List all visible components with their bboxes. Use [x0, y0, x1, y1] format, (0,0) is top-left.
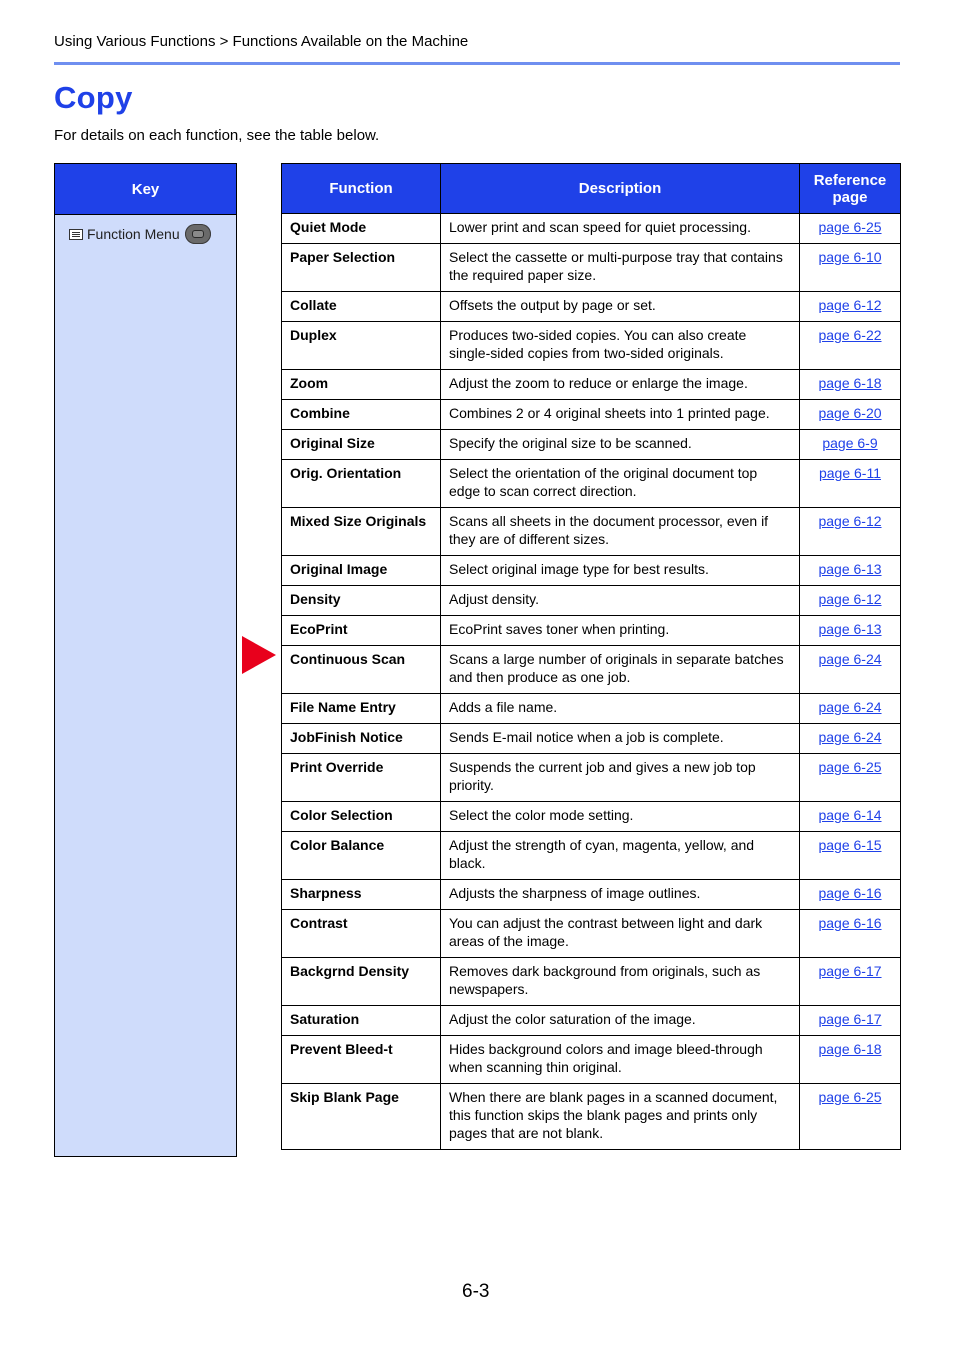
reference-cell	[800, 508, 901, 556]
reference-page-link[interactable]: page 6-25	[818, 1089, 882, 1105]
reference-cell	[800, 724, 901, 754]
reference-page-link[interactable]: page 6-16	[818, 915, 882, 931]
key-column-header: Key	[55, 164, 236, 215]
function-name: Color Selection	[282, 802, 441, 832]
function-name: Color Balance	[282, 832, 441, 880]
function-name: Duplex	[282, 322, 441, 370]
function-description: Produces two-sided copies. You can also create single-sided copies from two-sided originals.	[441, 322, 800, 370]
reference-cell	[800, 1084, 901, 1150]
function-description: Select the orientation of the original document top edge to scan correct direction.	[441, 460, 800, 508]
function-description: Combines 2 or 4 original sheets into 1 printed page.	[441, 400, 800, 430]
function-description: Scans a large number of originals in separate batches and then produce as one job.	[441, 646, 800, 694]
reference-page-link[interactable]: page 6-12	[818, 591, 882, 607]
reference-cell	[800, 1006, 901, 1036]
reference-cell	[800, 832, 901, 880]
function-name: Mixed Size Originals	[282, 508, 441, 556]
function-description: Lower print and scan speed for quiet processing.	[441, 214, 800, 244]
page-number: 6-3	[462, 1281, 490, 1302]
function-description: Adjusts the sharpness of image outlines.	[441, 880, 800, 910]
reference-page-link[interactable]: page 6-24	[818, 699, 882, 715]
function-description: Adds a file name.	[441, 694, 800, 724]
reference-cell	[800, 646, 901, 694]
function-name: Paper Selection	[282, 244, 441, 292]
function-name: Backgrnd Density	[282, 958, 441, 1006]
function-description: Removes dark background from originals, such as newspapers.	[441, 958, 800, 1006]
function-name: EcoPrint	[282, 616, 441, 646]
reference-page-link[interactable]: page 6-12	[818, 513, 882, 529]
function-name: Continuous Scan	[282, 646, 441, 694]
reference-page-link[interactable]: page 6-20	[818, 405, 882, 421]
table-row	[282, 586, 901, 616]
reference-cell	[800, 244, 901, 292]
table-row	[282, 508, 901, 556]
reference-page-link[interactable]: page 6-24	[818, 651, 882, 667]
table-row	[282, 1084, 901, 1150]
table-row	[282, 646, 901, 694]
function-description: Sends E-mail notice when a job is complete.	[441, 724, 800, 754]
reference-cell	[800, 430, 901, 460]
reference-cell	[800, 322, 901, 370]
reference-page-link[interactable]: page 6-18	[818, 375, 882, 391]
reference-cell	[800, 616, 901, 646]
table-header-row	[282, 164, 901, 214]
table-row	[282, 400, 901, 430]
table-row	[282, 214, 901, 244]
table-row	[282, 1036, 901, 1084]
reference-page-link[interactable]: page 6-10	[818, 249, 882, 265]
table-row	[282, 832, 901, 880]
function-name: Prevent Bleed-t	[282, 1036, 441, 1084]
reference-cell	[800, 292, 901, 322]
reference-cell	[800, 556, 901, 586]
column-header-function: Function	[282, 164, 441, 214]
table-row	[282, 910, 901, 958]
key-column	[54, 163, 237, 1157]
reference-page-link[interactable]: page 6-25	[818, 219, 882, 235]
function-description: Adjust the color saturation of the image.	[441, 1006, 800, 1036]
reference-cell	[800, 370, 901, 400]
pointer-arrow-icon	[242, 636, 276, 674]
table-row	[282, 244, 901, 292]
table-row	[282, 460, 901, 508]
function-name: Zoom	[282, 370, 441, 400]
reference-page-link[interactable]: page 6-25	[818, 759, 882, 775]
table-row	[282, 754, 901, 802]
function-description: EcoPrint saves toner when printing.	[441, 616, 800, 646]
function-name: File Name Entry	[282, 694, 441, 724]
table-row	[282, 370, 901, 400]
reference-cell	[800, 694, 901, 724]
table-row	[282, 694, 901, 724]
table-row	[282, 802, 901, 832]
reference-page-link[interactable]: page 6-24	[818, 729, 882, 745]
function-description: Suspends the current job and gives a new job top priority.	[441, 754, 800, 802]
function-description: When there are blank pages in a scanned document, this function skips the blank pages and prints only pages that are not blank.	[441, 1084, 800, 1150]
table-row	[282, 724, 901, 754]
function-name: Density	[282, 586, 441, 616]
function-name: Orig. Orientation	[282, 460, 441, 508]
function-table-body	[282, 214, 901, 1150]
function-description: Adjust the strength of cyan, magenta, yellow, and black.	[441, 832, 800, 880]
reference-page-link[interactable]: page 6-13	[818, 621, 882, 637]
reference-cell	[800, 880, 901, 910]
function-table	[281, 163, 901, 1150]
reference-page-link[interactable]: page 6-13	[818, 561, 882, 577]
function-description: You can adjust the contrast between light and dark areas of the image.	[441, 910, 800, 958]
reference-cell	[800, 754, 901, 802]
table-row	[282, 958, 901, 1006]
key-function-menu	[69, 224, 211, 244]
table-row	[282, 292, 901, 322]
column-header-description: Description	[441, 164, 800, 214]
reference-page-link[interactable]: page 6-11	[818, 465, 881, 481]
reference-cell	[800, 214, 901, 244]
page-title: Copy	[54, 80, 133, 115]
function-name: Original Image	[282, 556, 441, 586]
table-row	[282, 556, 901, 586]
reference-page-link[interactable]: page 6-18	[818, 1041, 882, 1057]
reference-page-link[interactable]: page 6-9	[822, 435, 878, 451]
reference-page-link[interactable]: page 6-22	[818, 327, 882, 343]
function-name: Sharpness	[282, 880, 441, 910]
function-description: Specify the original size to be scanned.	[441, 430, 800, 460]
function-description: Adjust the zoom to reduce or enlarge the image.	[441, 370, 800, 400]
reference-cell	[800, 910, 901, 958]
function-description: Adjust density.	[441, 586, 800, 616]
function-name: Collate	[282, 292, 441, 322]
function-description: Scans all sheets in the document processor, even if they are of different sizes.	[441, 508, 800, 556]
function-description: Offsets the output by page or set.	[441, 292, 800, 322]
breadcrumb: Using Various Functions > Functions Available on the Machine	[54, 33, 469, 50]
reference-cell	[800, 802, 901, 832]
function-name: Skip Blank Page	[282, 1084, 441, 1150]
reference-cell	[800, 586, 901, 616]
reference-page-link[interactable]: page 6-14	[818, 807, 882, 823]
intro-text: For details on each function, see the table below.	[54, 127, 380, 144]
function-description: Select the cassette or multi-purpose tray that contains the required paper size.	[441, 244, 800, 292]
function-name: JobFinish Notice	[282, 724, 441, 754]
key-function-menu-label: Function Menu	[87, 226, 180, 242]
function-name: Print Override	[282, 754, 441, 802]
column-header-reference: Reference page	[800, 164, 901, 214]
table-row	[282, 616, 901, 646]
reference-cell	[800, 400, 901, 430]
function-name: Contrast	[282, 910, 441, 958]
function-description: Select original image type for best results.	[441, 556, 800, 586]
reference-page-link[interactable]: page 6-17	[818, 963, 882, 979]
function-menu-key-icon	[185, 224, 211, 244]
header-rule	[54, 62, 900, 65]
reference-page-link[interactable]: page 6-17	[818, 1011, 882, 1027]
reference-page-link[interactable]: page 6-12	[818, 297, 882, 313]
function-name: Quiet Mode	[282, 214, 441, 244]
table-row	[282, 880, 901, 910]
function-name: Original Size	[282, 430, 441, 460]
function-description: Select the color mode setting.	[441, 802, 800, 832]
table-row	[282, 1006, 901, 1036]
function-name: Combine	[282, 400, 441, 430]
table-row	[282, 430, 901, 460]
reference-cell	[800, 460, 901, 508]
list-icon	[69, 229, 83, 240]
function-description: Hides background colors and image bleed-through when scanning thin original.	[441, 1036, 800, 1084]
reference-page-link[interactable]: page 6-16	[818, 885, 882, 901]
table-row	[282, 322, 901, 370]
reference-cell	[800, 1036, 901, 1084]
function-name: Saturation	[282, 1006, 441, 1036]
reference-cell	[800, 958, 901, 1006]
reference-page-link[interactable]: page 6-15	[818, 837, 882, 853]
